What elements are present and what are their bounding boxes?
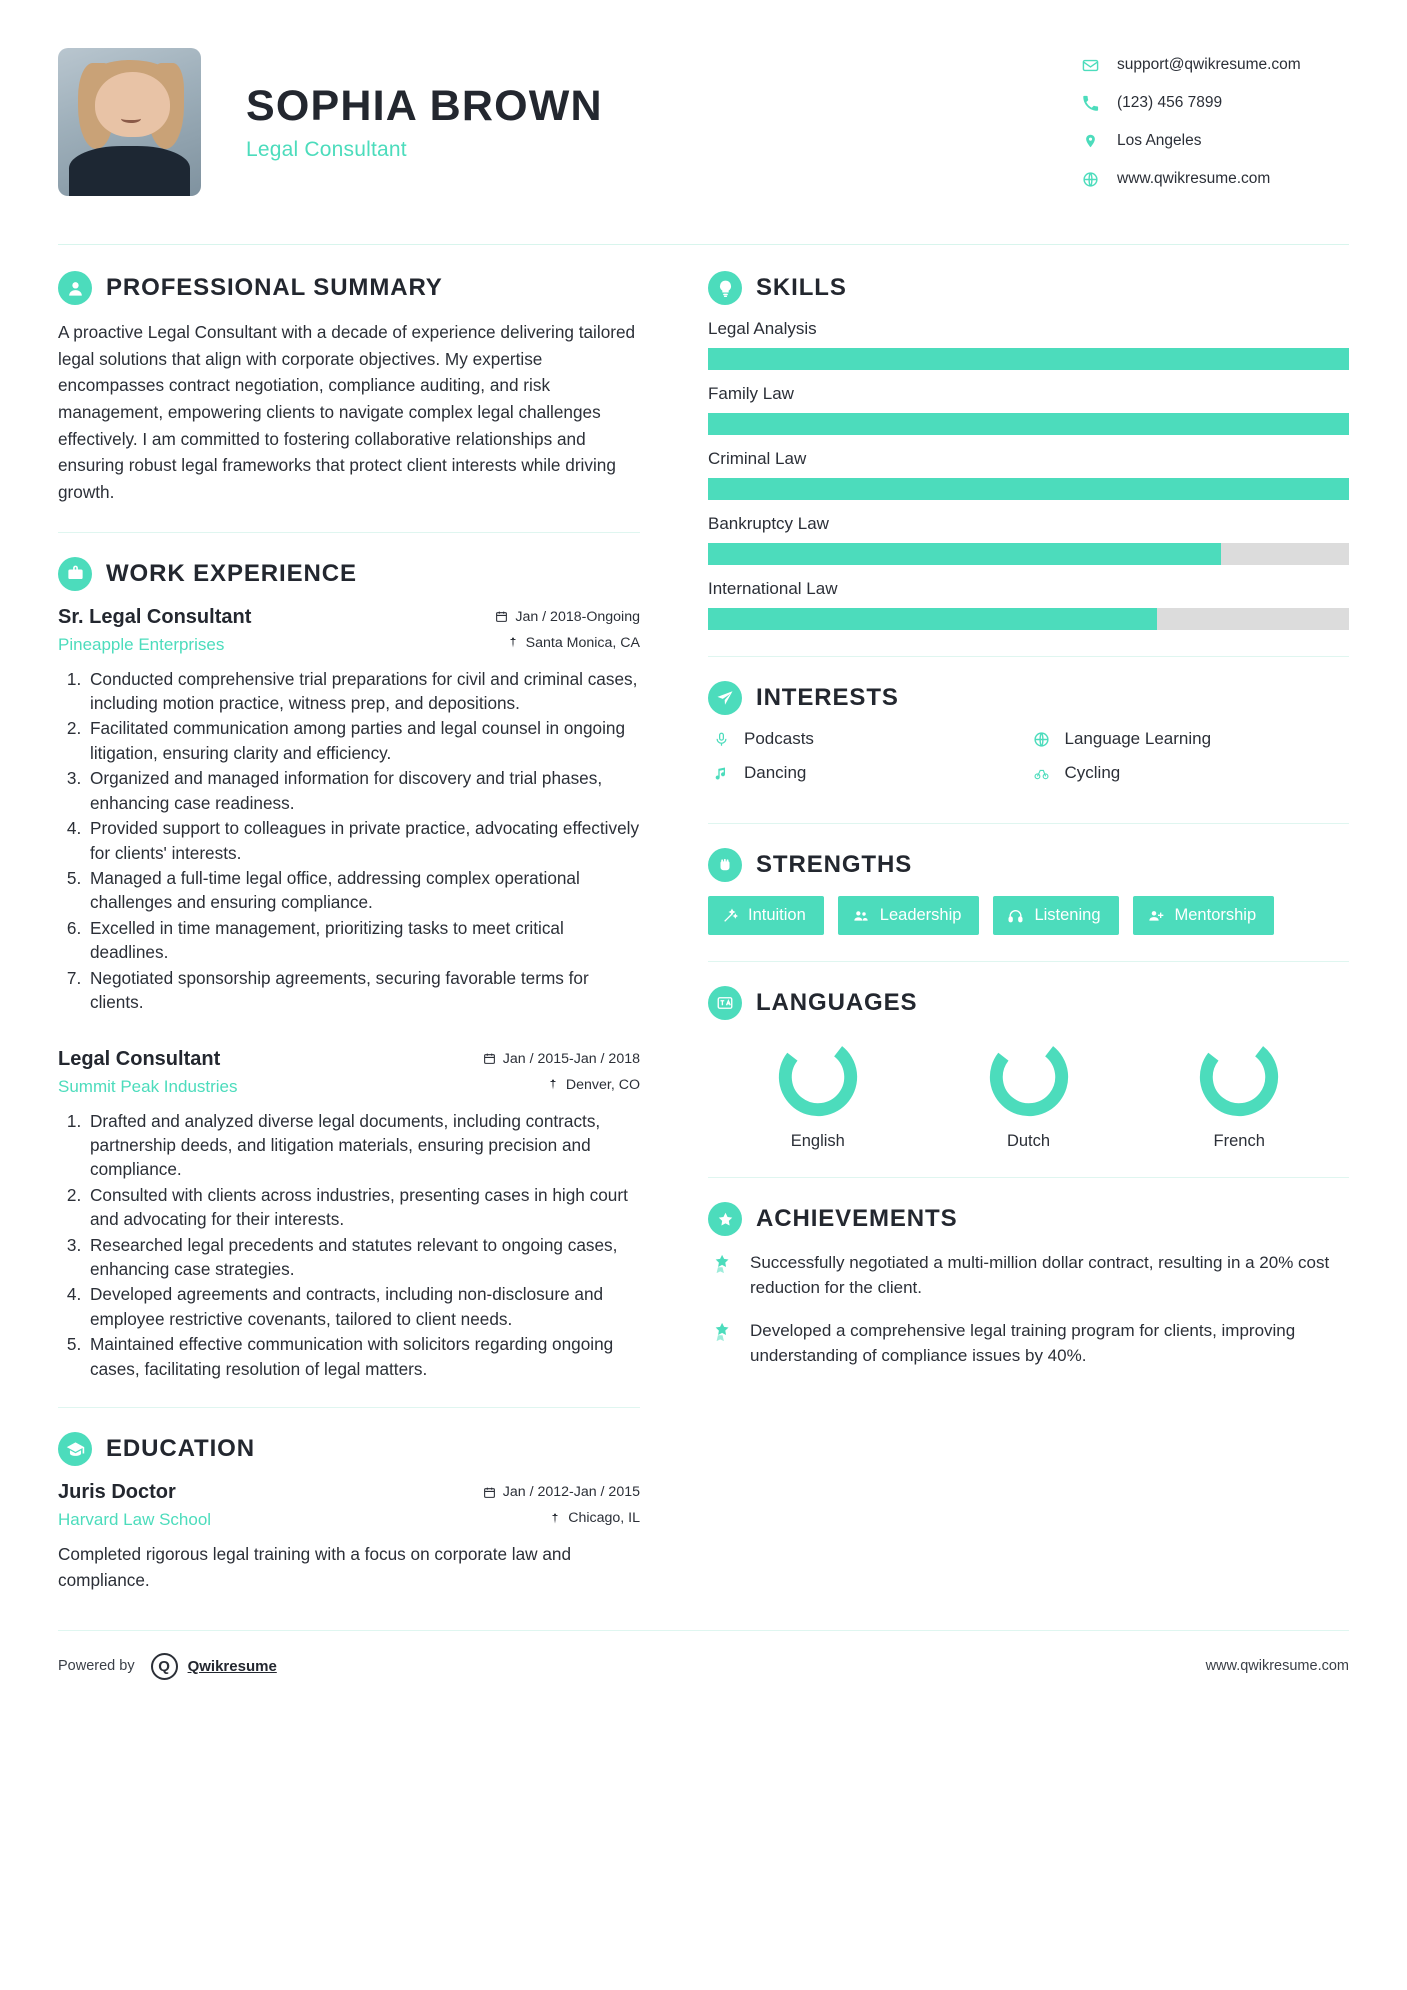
strength-label: Mentorship <box>1174 906 1257 924</box>
right-column <box>708 271 1349 1600</box>
envelope-icon <box>1077 57 1103 74</box>
skill-bar-fill <box>708 348 1349 370</box>
candidate-name: SOPHIA BROWN <box>246 82 603 130</box>
job-title: Legal Consultant <box>58 1047 221 1070</box>
microphone-icon <box>708 731 734 748</box>
section-achievements-header <box>708 1202 1349 1236</box>
language-item <box>925 1034 1133 1151</box>
strength-label: Leadership <box>879 906 962 924</box>
location-pin-icon <box>1077 132 1103 150</box>
bicycle-icon <box>1029 766 1055 781</box>
job-location: Santa Monica, CA <box>525 634 640 651</box>
section-title: SKILLS <box>756 274 847 301</box>
job-location: Denver, CO <box>565 1076 640 1093</box>
skill-bar-track <box>708 348 1349 370</box>
contact-phone[interactable] <box>1077 94 1349 112</box>
page-footer <box>58 1631 1349 1706</box>
language-label: Dutch <box>1006 1132 1051 1150</box>
strength-item <box>708 896 824 935</box>
education-location-row <box>483 1510 640 1526</box>
job-date-row <box>483 1051 640 1067</box>
job-date: Jan / 2018-Ongoing <box>515 608 640 625</box>
education-school: Harvard Law School <box>58 1510 212 1530</box>
section-title: ACHIEVEMENTS <box>756 1205 958 1232</box>
user-circle-icon <box>58 271 92 305</box>
graduation-cap-icon <box>58 1432 92 1466</box>
section-interests-header <box>708 681 1349 715</box>
calendar-icon <box>483 1052 496 1065</box>
section-title: LANGUAGES <box>756 989 918 1016</box>
left-column <box>58 271 670 1600</box>
language-donut <box>986 1034 1072 1120</box>
section-professional-summary-header <box>58 271 640 305</box>
music-note-icon <box>708 765 734 782</box>
skill-bar-track <box>708 543 1349 565</box>
job-date: Jan / 2015-Jan / 2018 <box>502 1050 640 1067</box>
users-icon <box>852 908 870 924</box>
job-bullet: 6. Excelled in time management, prioritizing tasks to meet critical deadlines. <box>86 916 640 965</box>
contact-phone-text: (123) 456 7899 <box>1117 94 1223 111</box>
qwikresume-logo-icon <box>151 1653 178 1680</box>
job-bullet: 7. Negotiated sponsorship agreements, securing favorable terms for clients. <box>86 966 640 1015</box>
section-title: INTERESTS <box>756 684 899 711</box>
section-divider <box>708 656 1349 657</box>
job-location-row <box>483 1077 640 1093</box>
job-meta <box>483 1047 640 1093</box>
strength-item <box>838 896 980 935</box>
strength-item <box>1133 896 1275 935</box>
languages-list <box>708 1034 1349 1151</box>
contact-email-text: support@qwikresume.com <box>1117 56 1301 73</box>
name-block <box>201 48 1077 162</box>
job-title: Sr. Legal Consultant <box>58 605 252 628</box>
footer-website: www.qwikresume.com <box>1205 1658 1349 1675</box>
interest-label: Dancing <box>744 763 807 782</box>
job-bullet: 5. Maintained effective communication with solicitors regarding ongoing cases, facilitating resolution of legal matters. <box>86 1332 640 1381</box>
job-bullet: 5. Managed a full-time legal office, addressing complex operational challenges and ensuring compliance. <box>86 866 640 915</box>
skill-bar-track <box>708 478 1349 500</box>
skill-label: Bankruptcy Law <box>708 514 829 533</box>
work-entry <box>58 605 640 1015</box>
map-pin-icon <box>549 1512 561 1525</box>
section-education-header <box>58 1432 640 1466</box>
language-item <box>714 1034 922 1151</box>
job-bullets <box>58 1109 640 1382</box>
job-bullet: 3. Organized and managed information for discovery and trial phases, enhancing case readiness. <box>86 766 640 815</box>
globe-icon <box>1029 731 1055 748</box>
job-meta <box>495 605 640 651</box>
education-entry <box>58 1480 640 1594</box>
skill-bar-fill <box>708 608 1157 630</box>
phone-icon <box>1077 95 1103 112</box>
interests-list <box>708 729 1349 797</box>
section-title: PROFESSIONAL SUMMARY <box>106 274 443 301</box>
language-item <box>1135 1034 1343 1151</box>
interest-item <box>708 729 1029 749</box>
skill-item <box>708 579 1349 630</box>
resume-header <box>58 40 1349 208</box>
skill-label: Legal Analysis <box>708 319 817 338</box>
section-divider <box>708 823 1349 824</box>
job-company: Summit Peak Industries <box>58 1076 238 1096</box>
education-description: Completed rigorous legal training with a focus on corporate law and compliance. <box>58 1544 572 1590</box>
section-title: STRENGTHS <box>756 851 913 878</box>
skill-item <box>708 514 1349 565</box>
skill-bar-fill <box>708 543 1221 565</box>
calendar-icon <box>495 610 508 623</box>
strengths-list <box>708 896 1349 935</box>
skill-bar-fill <box>708 478 1349 500</box>
section-title: WORK EXPERIENCE <box>106 559 357 587</box>
map-pin-icon <box>507 636 519 649</box>
achievement-item <box>708 1318 1349 1368</box>
candidate-role: Legal Consultant <box>246 138 407 162</box>
education-date-row <box>483 1484 640 1500</box>
language-donut <box>775 1034 861 1120</box>
contact-website-text: www.qwikresume.com <box>1117 170 1271 187</box>
lightbulb-icon <box>708 271 742 305</box>
skill-bar-fill <box>708 413 1349 435</box>
job-bullet: 3. Researched legal precedents and statutes relevant to ongoing cases, enhancing case strategies. <box>86 1233 640 1282</box>
briefcase-icon <box>58 557 92 591</box>
achievement-text: Developed a comprehensive legal training program for clients, improving understanding of compliance issues by 40%. <box>750 1321 1296 1366</box>
education-date: Jan / 2012-Jan / 2015 <box>502 1484 640 1501</box>
skill-label: Criminal Law <box>708 449 807 468</box>
star-ribbon-icon <box>708 1250 738 1275</box>
interest-label: Language Learning <box>1064 729 1212 748</box>
education-location: Chicago, IL <box>568 1510 640 1527</box>
skill-label: International Law <box>708 579 838 598</box>
contact-website[interactable] <box>1077 170 1349 188</box>
job-bullet: 2. Consulted with clients across industries, presenting cases in high court and advocating for their interests. <box>86 1183 640 1232</box>
section-strengths-header <box>708 848 1349 882</box>
job-bullet: 2. Facilitated communication among parties and legal counsel in ongoing litigation, ensuring clarity and efficiency. <box>86 716 640 765</box>
skill-bar-track <box>708 413 1349 435</box>
achievement-item <box>708 1250 1349 1300</box>
interest-item <box>1029 729 1350 749</box>
calendar-icon <box>483 1486 496 1499</box>
user-plus-icon <box>1147 908 1165 924</box>
job-date-row <box>495 609 640 625</box>
headphones-icon <box>1007 908 1024 924</box>
job-company: Pineapple Enterprises <box>58 634 225 654</box>
star-ribbon-icon <box>708 1318 738 1343</box>
skill-label: Family Law <box>708 384 794 403</box>
interest-label: Cycling <box>1064 763 1121 782</box>
achievement-text: Successfully negotiated a multi-million dollar contract, resulting in a 20% cost reduction for the client. <box>750 1253 1330 1298</box>
interest-item <box>708 763 1029 783</box>
job-bullets <box>58 667 640 1015</box>
magic-wand-icon <box>722 908 738 924</box>
strength-item <box>993 896 1118 935</box>
contact-list <box>1077 48 1349 208</box>
skill-bar-track <box>708 608 1349 630</box>
section-divider <box>708 1177 1349 1178</box>
education-meta <box>483 1480 640 1526</box>
job-bullet: 4. Provided support to colleagues in private practice, advocating effectively for clients' interests. <box>86 816 640 865</box>
fist-icon <box>708 848 742 882</box>
translate-icon <box>708 986 742 1020</box>
language-donut <box>1196 1034 1282 1120</box>
globe-icon <box>1077 171 1103 188</box>
section-divider <box>58 1407 640 1408</box>
map-pin-icon <box>547 1078 559 1091</box>
section-work-experience-header <box>58 557 640 591</box>
job-bullet: 1. Drafted and analyzed diverse legal documents, including contracts, partnership deeds, and litigation materials, ensuring precision and compliance. <box>86 1109 640 1182</box>
job-bullet: 4. Developed agreements and contracts, including non-disclosure and employee restrictive covenants, tailored to client needs. <box>86 1282 640 1331</box>
profile-photo <box>58 48 201 196</box>
section-divider <box>708 961 1349 962</box>
skill-item <box>708 319 1349 370</box>
contact-location-text: Los Angeles <box>1117 132 1202 149</box>
professional-summary-text: A proactive Legal Consultant with a decade of experience delivering tailored legal solutions that align with corporate objectives. My expertise encompasses contract negotiation, compliance auditing, and risk management, empowering clients to navigate complex legal challenges effectively. I am committed to fostering collaborative relationships and ensuring robust legal frameworks that protect client interests while driving growth. <box>58 322 636 502</box>
star-badge-icon <box>708 1202 742 1236</box>
section-skills-header <box>708 271 1349 305</box>
interest-label: Podcasts <box>744 729 814 748</box>
contact-location[interactable] <box>1077 132 1349 150</box>
job-location-row <box>495 635 640 651</box>
section-divider <box>58 532 640 533</box>
language-label: English <box>790 1132 845 1150</box>
interest-item <box>1029 763 1350 783</box>
strength-label: Listening <box>1034 906 1101 924</box>
education-degree: Juris Doctor <box>58 1481 176 1504</box>
contact-email[interactable] <box>1077 56 1349 74</box>
qwikresume-brand-link[interactable]: Qwikresume <box>187 1657 277 1675</box>
strength-label: Intuition <box>748 906 806 924</box>
qwikresume-logo-letter: Q <box>158 1657 170 1675</box>
work-entry <box>58 1047 640 1382</box>
paper-plane-icon <box>708 681 742 715</box>
section-title: EDUCATION <box>106 1435 255 1463</box>
skill-item <box>708 449 1349 500</box>
job-bullet: 1. Conducted comprehensive trial preparations for civil and criminal cases, including motion practice, witness prep, and depositions. <box>86 667 640 716</box>
skill-item <box>708 384 1349 435</box>
powered-by-label: Powered by <box>58 1658 135 1675</box>
section-languages-header <box>708 986 1349 1020</box>
language-label: French <box>1213 1132 1265 1150</box>
